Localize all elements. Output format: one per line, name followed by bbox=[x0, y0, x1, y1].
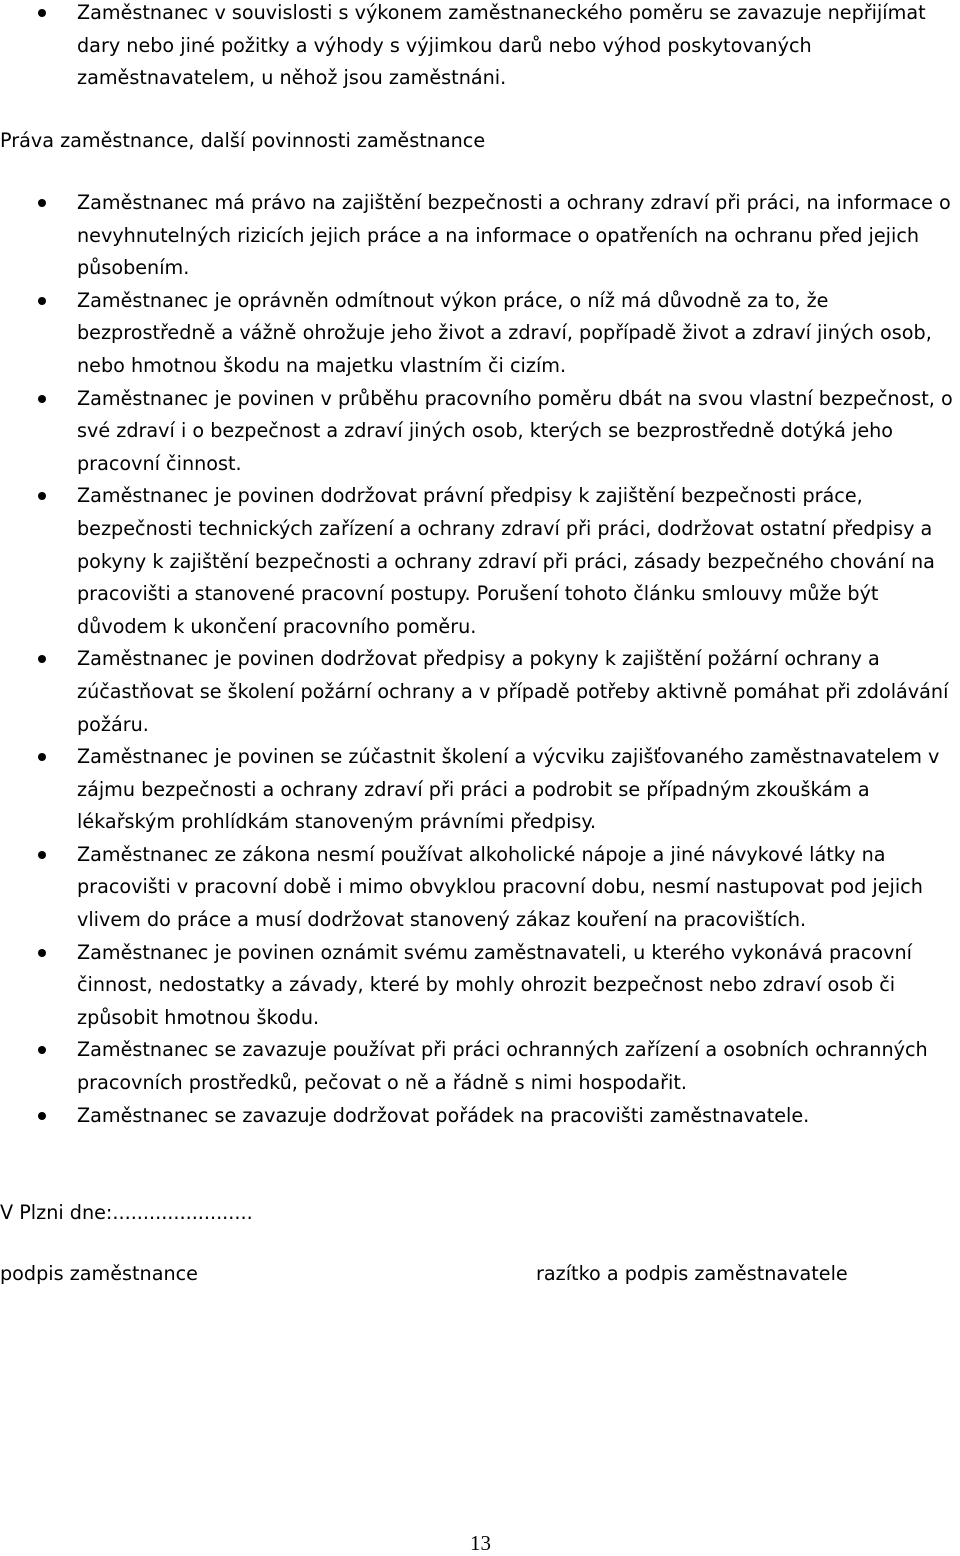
employee-signature-label: podpis zaměstnance bbox=[0, 1262, 198, 1285]
bullet-icon bbox=[38, 753, 46, 761]
list-item-text: Zaměstnanec má právo na zajištění bezpečnosti a ochrany zdraví při práci, na informace o nevyhnutelných rizicích jejich práce a na informace o opatřeních na ochranu před jejich působením. bbox=[77, 191, 951, 280]
list-item bbox=[0, 1034, 955, 1099]
list-item bbox=[0, 1100, 955, 1133]
list-item-text: Zaměstnanec ze zákona nesmí používat alkoholické nápoje a jiné návykové látky na pracovišti v pracovní době i mimo obvyklou pracovní dobu, nesmí nastupovat pod jejich vlivem do práce a musí dodržovat stanovený zákaz kouření na pracovištích. bbox=[77, 842, 923, 932]
employer-signature-label: razítko a podpis zaměstnavatele bbox=[536, 1262, 848, 1285]
bullet-icon bbox=[38, 1112, 46, 1120]
list-item bbox=[0, 937, 955, 1035]
rights-duties-list bbox=[0, 187, 955, 1132]
top-bullet-list bbox=[0, 0, 955, 95]
list-item bbox=[0, 643, 955, 741]
place-date-line: V Plzni dne:....................... bbox=[0, 1201, 253, 1224]
list-item bbox=[0, 0, 955, 95]
list-item-text: Zaměstnanec je povinen dodržovat právní předpisy k zajištění bezpečnosti práce, bezpečnosti technických zařízení a ochrany zdraví při práci, dodržovat ostatní předpisy a pokyny k zajištění bezpečnosti a ochrany zdraví při práci, zásady bezpečného chování na pracovišti a stanovené pracovní postupy. Porušení tohoto článku smlouvy může být důvodem k ukončení pracovního poměru. bbox=[77, 484, 935, 638]
bullet-icon bbox=[38, 492, 46, 500]
bullet-icon bbox=[38, 9, 46, 17]
bullet-icon bbox=[38, 851, 46, 859]
bullet-icon bbox=[38, 949, 46, 957]
list-item-text: Zaměstnanec je povinen dodržovat předpisy a pokyny k zajištění požární ochrany a zúčastňovat se školení požární ochrany a v případě potřeby aktivně pomáhat při zdolávání požáru. bbox=[77, 647, 949, 736]
list-item bbox=[0, 383, 955, 481]
list-item-text: Zaměstnanec je povinen oznámit svému zaměstnavateli, u kterého vykonává pracovní činnost, nedostatky a závady, které by mohly ohrozit bezpečnost nebo zdraví osob či způsobit hmotnou škodu. bbox=[77, 940, 913, 1029]
list-item-text: Zaměstnanec je povinen se zúčastnit školení a výcviku zajišťovaného zaměstnavatelem v zájmu bezpečnosti a ochrany zdraví při práci a podrobit se případným zkouškám a lékařským prohlídkám stanoveným právními předpisy. bbox=[77, 745, 940, 834]
bullet-icon bbox=[38, 655, 46, 663]
list-item-text: Zaměstnanec je povinen v průběhu pracovního poměru dbát na svou vlastní bezpečnost, o své zdraví i o bezpečnost a zdraví jiných osob, kterých se bezprostředně dotýká jeho pracovní činnost. bbox=[77, 386, 953, 475]
section-heading: Práva zaměstnance, další povinnosti zaměstnance bbox=[0, 129, 486, 152]
bullet-icon bbox=[38, 1046, 46, 1054]
list-item bbox=[0, 285, 955, 383]
list-item-text: Zaměstnanec je oprávněn odmítnout výkon práce, o níž má důvodně za to, že bezprostředně a vážně ohrožuje jeho život a zdraví, popřípadě život a zdraví jiných osob, nebo hmotnou škodu na majetku vlastním či cizím. bbox=[77, 288, 932, 377]
list-item bbox=[0, 187, 955, 285]
bullet-icon bbox=[38, 199, 46, 207]
list-item bbox=[0, 741, 955, 839]
list-item bbox=[0, 480, 955, 643]
list-item bbox=[0, 839, 955, 937]
page-number: 13 bbox=[470, 1531, 491, 1555]
list-item-text: Zaměstnanec se zavazuje dodržovat pořádek na pracovišti zaměstnavatele. bbox=[77, 1103, 810, 1127]
list-item-text: Zaměstnanec se zavazuje používat při práci ochranných zařízení a osobních ochranných pracovních prostředků, pečovat o ně a řádně s nimi hospodařit. bbox=[77, 1038, 928, 1095]
bullet-icon bbox=[38, 395, 46, 403]
list-item-text: Zaměstnanec v souvislosti s výkonem zaměstnaneckého poměru se zavazuje nepřijímat dary nebo jiné požitky a výhody s výjimkou darů nebo výhod poskytovaných zaměstnavatelem, u něhož jsou zaměstnáni. bbox=[77, 1, 926, 90]
bullet-icon bbox=[38, 297, 46, 305]
